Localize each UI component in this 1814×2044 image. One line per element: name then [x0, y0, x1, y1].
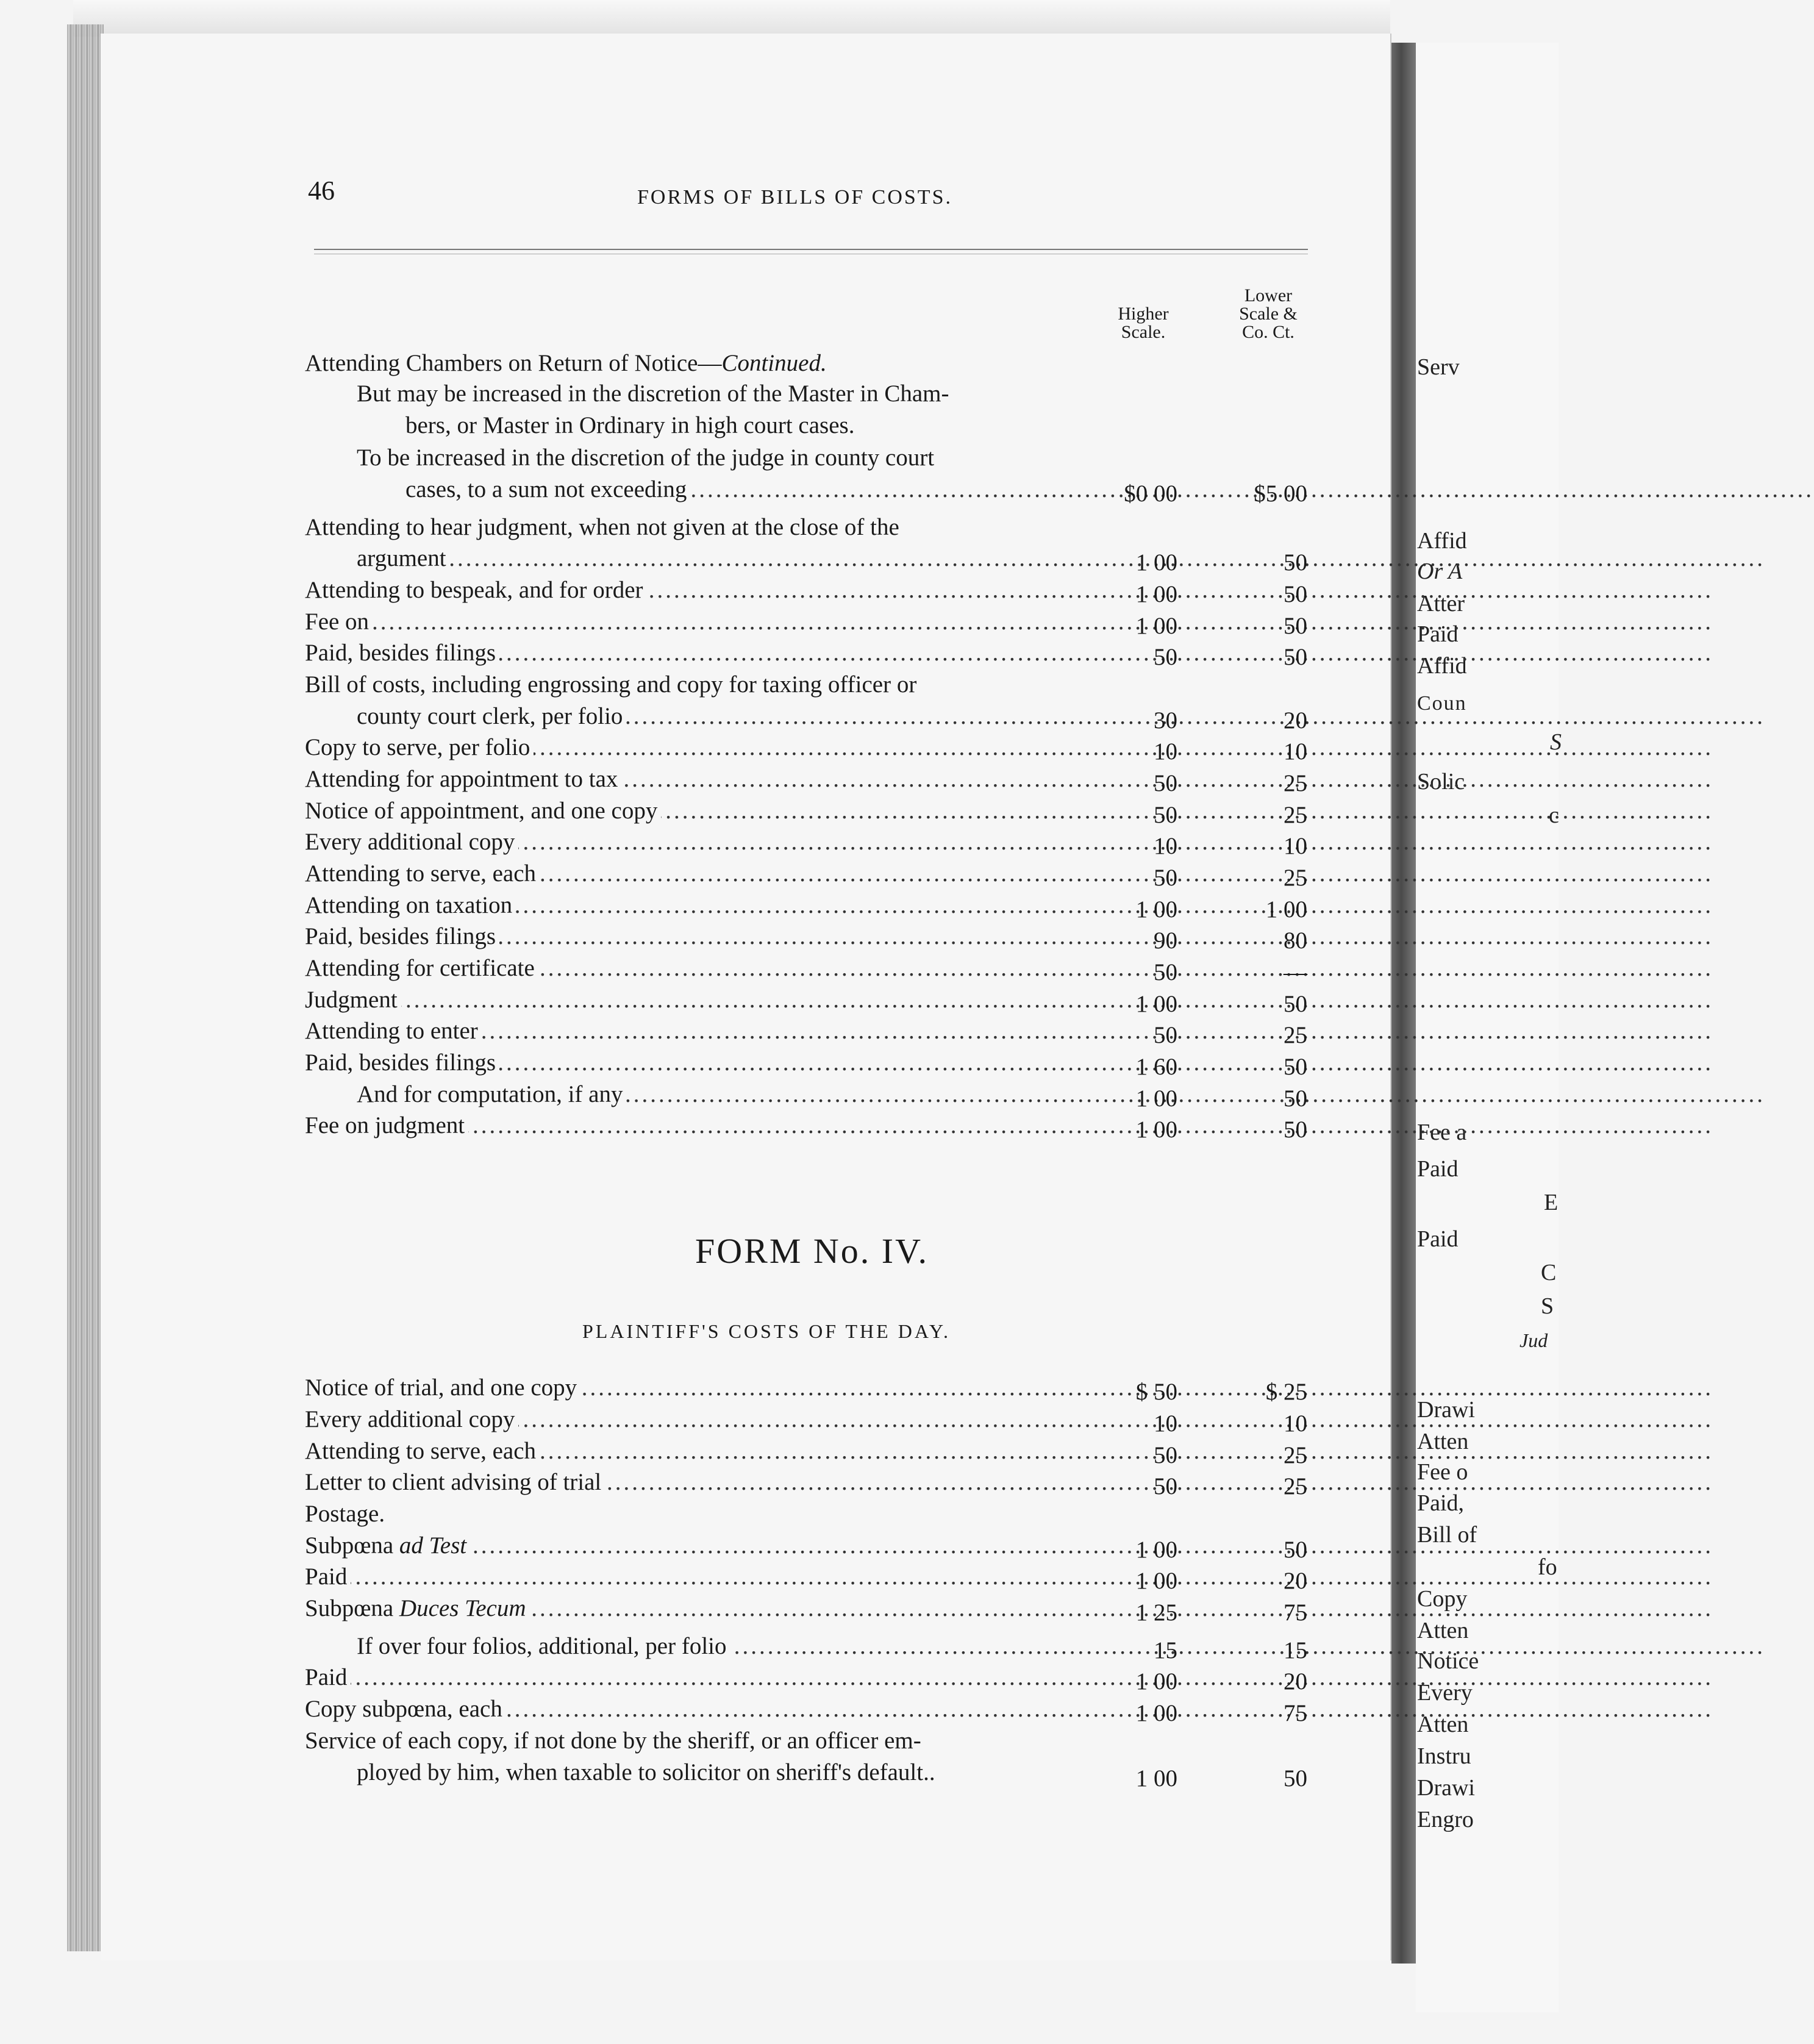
entry-text: Attending to hear judgment, when not given at the close of the	[305, 514, 903, 540]
facing-fragment: S	[1550, 729, 1562, 755]
amount-higher: 1 00	[1135, 1700, 1177, 1726]
entry-line	[305, 1374, 1085, 1401]
facing-fragment: Fee o	[1417, 1459, 1468, 1485]
amount-higher: 15	[1154, 1637, 1177, 1663]
amount-higher: 1 00	[1135, 991, 1177, 1017]
entry-text: If over four folios, additional, per folio	[357, 1633, 730, 1659]
amount-higher: 1 00	[1135, 1085, 1177, 1112]
amount-lower: 50	[1284, 1537, 1307, 1563]
entry-text: argument	[357, 545, 450, 571]
facing-fragment: fo	[1538, 1554, 1557, 1580]
facing-fragment: Fee a	[1417, 1120, 1467, 1145]
higher-scale-heading	[1098, 305, 1189, 341]
amount-lower: 1 00	[1265, 896, 1307, 923]
entry-text: Paid, besides filings	[305, 640, 499, 666]
amount-higher: 50	[1154, 644, 1177, 670]
amount-lower: 50	[1284, 613, 1307, 639]
amount-lower: 50	[1284, 581, 1307, 607]
amount-lower: 20	[1284, 707, 1307, 734]
page-stack-edge	[67, 24, 104, 1951]
entry-text: Every additional copy	[305, 1406, 518, 1432]
facing-fragment: Paid	[1417, 1156, 1459, 1182]
entry-line	[305, 1406, 1085, 1433]
amount-lower: 25	[1284, 865, 1307, 891]
facing-fragment: Atter	[1417, 591, 1465, 616]
entry-line	[305, 1500, 1085, 1528]
heading-line: Lower	[1244, 285, 1293, 306]
page-number: 46	[308, 176, 335, 205]
amount-higher: 50	[1154, 959, 1177, 985]
entry-line	[305, 923, 1085, 950]
amount-lower: 25	[1284, 1442, 1307, 1468]
amount-higher: 1 00	[1135, 1668, 1177, 1695]
entry-italic: Continued.	[721, 350, 827, 376]
header-rule	[314, 249, 1308, 250]
entry-text: Attending for appointment to tax	[305, 766, 621, 792]
amount-lower: 50	[1284, 1054, 1307, 1080]
entry-line	[305, 892, 1085, 919]
entry-line	[305, 671, 1085, 698]
entry-italic: ad Test	[399, 1532, 467, 1559]
facing-fragment: Atten	[1417, 1712, 1469, 1737]
facing-fragment: Paid	[1417, 621, 1459, 647]
amount-higher: 1 00	[1135, 581, 1177, 607]
amount-lower: $5 00	[1254, 481, 1307, 507]
facing-fragment: Notice	[1417, 1648, 1479, 1674]
entry-line	[305, 828, 1085, 856]
entry-text: Paid, besides filings	[305, 923, 499, 949]
entry-line	[305, 1017, 1085, 1045]
entry-text: And for computation, if any	[357, 1081, 626, 1107]
entry-line	[305, 1663, 1085, 1691]
facing-fragment: Engro	[1417, 1807, 1474, 1832]
entry-text: county court clerk, per folio	[357, 703, 626, 729]
amount-higher: 50	[1154, 770, 1177, 796]
amount-lower: 20	[1284, 1668, 1307, 1695]
entry-text: Attending to enter	[305, 1018, 482, 1044]
entry-text: cases, to a sum not exceeding	[405, 476, 690, 502]
entry-text: Judgment	[305, 987, 401, 1013]
amount-higher: 90	[1154, 927, 1177, 954]
lower-scale-heading	[1223, 287, 1314, 341]
facing-fragment: Paid	[1417, 1226, 1459, 1252]
entry-text: Bill of costs, including engrossing and copy for taxing officer or	[305, 671, 920, 698]
heading-line: Higher	[1118, 304, 1169, 324]
facing-fragment: Bill of	[1417, 1522, 1477, 1548]
entry-text: Fee on	[305, 609, 373, 635]
facing-fragment: Paid,	[1417, 1490, 1465, 1516]
entry-text: Postage.	[305, 1501, 388, 1527]
entry-line	[357, 545, 1085, 572]
amount-lower: 25	[1284, 770, 1307, 796]
amount-lower: $ 25	[1265, 1379, 1307, 1405]
amount-higher: 50	[1154, 1473, 1177, 1499]
entry-line	[305, 1532, 1085, 1559]
entry-text: Paid	[305, 1664, 351, 1690]
amount-higher: 50	[1154, 865, 1177, 891]
amount-higher: 10	[1154, 833, 1177, 859]
amount-higher: 1 60	[1135, 1054, 1177, 1080]
facing-fragment: Every	[1417, 1680, 1473, 1706]
amount-higher: 1 00	[1135, 1568, 1177, 1594]
entry-text: Copy to serve, per folio	[305, 734, 534, 760]
amount-higher: 50	[1154, 802, 1177, 828]
entry-line	[405, 476, 1085, 503]
entry-italic: Duces Tecum	[399, 1595, 526, 1621]
entry-text: To be increased in the discretion of the judge in county court	[357, 445, 938, 471]
form-subtitle: PLAINTIFF'S COSTS OF THE DAY.	[582, 1320, 951, 1342]
facing-fragment: Or A	[1417, 559, 1463, 584]
entry-text: Attending to serve, each	[305, 860, 540, 887]
entry-text: Every additional copy	[305, 829, 518, 855]
facing-fragment: Atten	[1417, 1618, 1469, 1643]
amount-higher: 50	[1154, 1442, 1177, 1468]
amount-lower: 50	[1284, 644, 1307, 670]
amount-higher: 30	[1154, 707, 1177, 734]
amount-lower: 50	[1284, 1765, 1307, 1792]
book-top-edge	[73, 0, 1390, 37]
entry-text: Subpœna	[305, 1532, 399, 1559]
amount-lower: 50	[1284, 991, 1307, 1017]
facing-fragment: E	[1544, 1190, 1559, 1215]
entry-line	[305, 734, 1085, 761]
amount-higher: 1 00	[1135, 1537, 1177, 1563]
facing-fragment: Copy	[1417, 1586, 1468, 1612]
facing-fragment: Affid	[1417, 528, 1467, 554]
heading-line: Co. Ct.	[1242, 322, 1294, 342]
amount-lower: 75	[1284, 1599, 1307, 1626]
entry-text: ployed by him, when taxable to solicitor on sheriff's default..	[357, 1759, 939, 1785]
entry-line	[305, 797, 1085, 824]
amount-higher: 1 00	[1135, 1765, 1177, 1792]
amount-higher: 10	[1154, 1410, 1177, 1437]
entry-line	[305, 1595, 1085, 1622]
entry-line	[357, 380, 1085, 407]
amount-lower: 50	[1284, 1117, 1307, 1143]
amount-lower: 25	[1284, 1473, 1307, 1499]
amount-higher: $ 50	[1135, 1379, 1177, 1405]
entry-line	[405, 412, 1085, 439]
entry-line	[305, 513, 1085, 541]
entry-text: Attending to bespeak, and for order	[305, 577, 647, 603]
entry-line	[357, 1759, 1085, 1786]
entry-line	[305, 1112, 1085, 1139]
amount-lower: 10	[1284, 1410, 1307, 1437]
amount-lower: 10	[1284, 833, 1307, 859]
amount-higher: 1 00	[1135, 613, 1177, 639]
entry-line	[305, 639, 1085, 666]
amount-lower: 10	[1284, 738, 1307, 765]
heading-line: Scale &	[1239, 304, 1298, 324]
entry-line	[357, 1632, 1085, 1660]
amount-lower: 50	[1284, 1085, 1307, 1112]
entry-line	[305, 765, 1085, 793]
amount-lower: 20	[1284, 1568, 1307, 1594]
entry-text: bers, or Master in Ordinary in high court cases.	[405, 412, 858, 438]
entry-text: Attending on taxation	[305, 892, 516, 918]
amount-higher: 1 25	[1135, 1599, 1177, 1626]
amount-lower: 80	[1284, 927, 1307, 954]
facing-fragment: Serv	[1417, 354, 1460, 380]
amount-lower: 75	[1284, 1700, 1307, 1726]
entry-line	[305, 954, 1085, 982]
entry-line	[305, 1727, 1085, 1754]
entry-heading	[305, 349, 1085, 377]
amount-lower: —	[1284, 959, 1307, 985]
entry-text: Paid, besides filings	[305, 1049, 499, 1076]
entry-line	[305, 1563, 1085, 1590]
facing-fragment: c	[1549, 802, 1559, 828]
entry-text: Attending for certificate	[305, 955, 538, 981]
entry-text: Copy subpœna, each	[305, 1696, 506, 1722]
entry-line	[305, 1049, 1085, 1076]
amount-higher: 1 00	[1135, 896, 1177, 923]
facing-fragment: Drawi	[1417, 1397, 1475, 1423]
entry-text: Fee on judgment	[305, 1112, 468, 1138]
entry-line	[357, 444, 1085, 471]
facing-fragment: C	[1541, 1260, 1557, 1285]
entry-line	[305, 1695, 1085, 1723]
facing-fragment: Coun	[1417, 692, 1467, 715]
entry-text: Attending to serve, each	[305, 1438, 540, 1464]
entry-text: Attending Chambers on Return of Notice—	[305, 350, 722, 376]
entry-line	[305, 608, 1085, 635]
entry-line	[305, 576, 1085, 604]
facing-fragment: Atten	[1417, 1429, 1469, 1454]
entry-text: Notice of trial, and one copy	[305, 1374, 580, 1401]
facing-fragment: Jud	[1519, 1329, 1548, 1351]
facing-fragment: S	[1541, 1293, 1554, 1319]
entry-line	[305, 860, 1085, 887]
entry-line	[305, 1468, 1085, 1496]
amount-lower: 25	[1284, 802, 1307, 828]
heading-line: Scale.	[1121, 322, 1166, 342]
amount-higher: 1 00	[1135, 549, 1177, 576]
form-title: FORM No. IV.	[695, 1231, 929, 1271]
entry-line	[357, 1081, 1085, 1108]
entry-line	[305, 1437, 1085, 1465]
amount-lower: 50	[1284, 549, 1307, 576]
amount-lower: 25	[1284, 1022, 1307, 1048]
entry-text: Notice of appointment, and one copy	[305, 798, 661, 824]
amount-higher: 1 00	[1135, 1117, 1177, 1143]
facing-fragment: Drawi	[1417, 1775, 1475, 1801]
entry-line	[305, 986, 1085, 1013]
entry-text: Letter to client advising of trial	[305, 1469, 605, 1495]
amount-lower: 15	[1284, 1637, 1307, 1663]
entry-line	[357, 702, 1085, 730]
entry-text: Subpœna	[305, 1595, 399, 1621]
facing-fragment: Solic	[1417, 769, 1465, 795]
amount-higher: 10	[1154, 738, 1177, 765]
facing-fragment: Instru	[1417, 1743, 1471, 1769]
amount-higher: 50	[1154, 1022, 1177, 1048]
facing-fragment: Affid	[1417, 653, 1467, 679]
amount-higher: $0 00	[1124, 481, 1177, 507]
entry-text: Service of each copy, if not done by the sheriff, or an officer em-	[305, 1728, 925, 1754]
entry-text: Paid	[305, 1563, 351, 1590]
running-title: FORMS OF BILLS OF COSTS.	[637, 186, 952, 209]
entry-text: But may be increased in the discretion of the Master in Cham-	[357, 381, 952, 407]
